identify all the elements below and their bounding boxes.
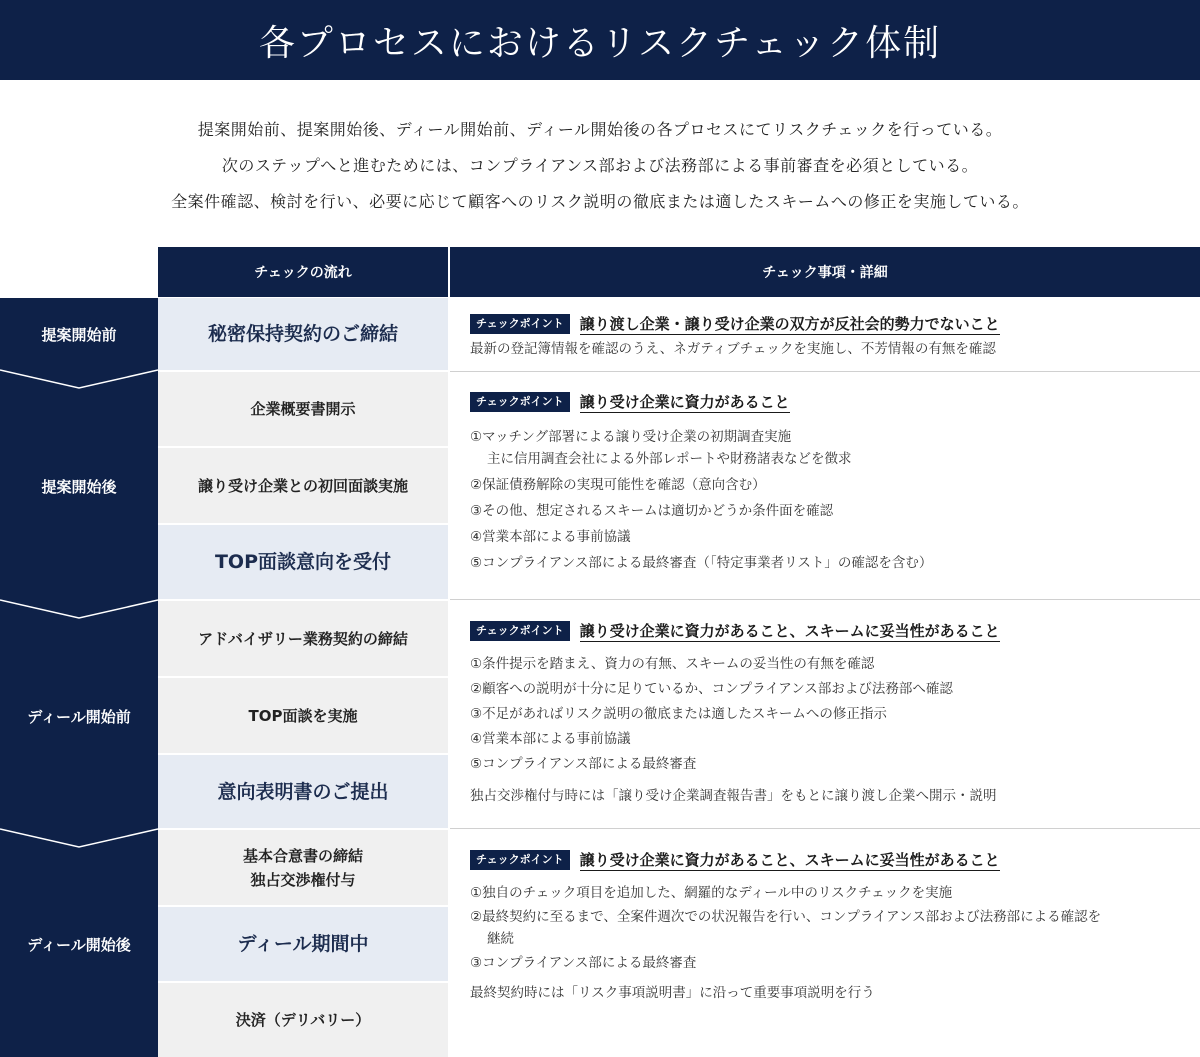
title-bar bbox=[0, 0, 1200, 80]
checkpoint-badge: チェックポイント bbox=[470, 314, 570, 334]
header-check-detail: チェック事項・詳細 bbox=[450, 247, 1200, 297]
detail-section-pre-deal bbox=[450, 600, 1200, 829]
header-check-flow: チェックの流れ bbox=[158, 247, 448, 297]
intro-line: 次のステップへと進むためには、コンプライアンス部および法務部による事前審査を必須としている。 bbox=[221, 156, 979, 175]
flow-step-loi-submission: 意向表明書のご提出 bbox=[158, 755, 448, 828]
flow-step-basic-agreement bbox=[158, 830, 448, 905]
detail-line: ①マッチング部署による譲り受け企業の初期調査実施 bbox=[470, 429, 792, 445]
detail-line: ①独自のチェック項目を追加した、網羅的なディール中のリスクチェックを実施 bbox=[470, 885, 953, 901]
flow-step-nda: 秘密保持契約のご締結 bbox=[158, 298, 448, 370]
stage-label-post-deal: ディール開始後 bbox=[27, 936, 131, 954]
detail-line: ②最終契約に至るまで、全案件週次での状況報告を行い、コンプライアンス部および法務部による確認を bbox=[470, 909, 1102, 925]
detail-section-post-deal bbox=[450, 829, 1200, 1057]
checkpoint-text: 譲り受け企業に資力があること bbox=[579, 392, 790, 411]
detail-line: ④営業本部による事前協議 bbox=[470, 529, 631, 545]
detail-line: ②顧客への説明が十分に足りているか、コンプライアンス部および法務部へ確認 bbox=[470, 681, 953, 697]
checkpoint-text: 譲り受け企業に資力があること、スキームに妥当性があること bbox=[579, 621, 1000, 640]
detail-line: ①条件提示を踏まえ、資力の有無、スキームの妥当性の有無を確認 bbox=[470, 656, 875, 672]
checkpoint-badge: チェックポイント bbox=[470, 392, 570, 412]
stage-column bbox=[0, 298, 158, 1057]
stage-label-pre-deal: ディール開始前 bbox=[27, 707, 131, 726]
checkpoint-badge: チェックポイント bbox=[470, 621, 570, 641]
stage-label-post-proposal: 提案開始後 bbox=[41, 477, 117, 496]
page-title: 各プロセスにおけるリスクチェック体制 bbox=[258, 22, 942, 64]
detail-line: ②保証債務解除の実現可能性を確認（意向含む） bbox=[470, 477, 766, 493]
intro-line: 全案件確認、検討を行い、必要に応じて顧客へのリスク説明の徹底または適したスキームへの修正を実施している。 bbox=[171, 192, 1029, 211]
intro-line: 提案開始前、提案開始後、ディール開始前、ディール開始後の各プロセスにてリスクチェックを行っている。 bbox=[197, 120, 1003, 139]
intro-text bbox=[0, 112, 1200, 220]
detail-line: ③その他、想定されるスキームは適切かどうか条件面を確認 bbox=[470, 503, 834, 519]
flow-step-exclusive-negotiation: 独占交渉権付与 bbox=[250, 870, 356, 889]
flow-step-advisory-contract: アドバイザリー業務契約の締結 bbox=[158, 601, 448, 676]
detail-line: ③不足があればリスク説明の徹底または適したスキームへの修正指示 bbox=[470, 706, 887, 722]
detail-note: 最終契約時には「リスク事項説明書」に沿って重要事項説明を行う bbox=[470, 985, 875, 1001]
flow-step-company-overview: 企業概要書開示 bbox=[158, 372, 448, 446]
checkpoint-text: 譲り渡し企業・譲り受け企業の双方が反社会的勢力でないこと bbox=[579, 314, 1000, 333]
flow-step-first-meeting: 譲り受け企業との初回面談実施 bbox=[158, 448, 448, 523]
detail-line: 最新の登記簿情報を確認のうえ、ネガティブチェックを実施し、不芳情報の有無を確認 bbox=[470, 341, 996, 357]
flow-step-settlement: 決済（デリバリー） bbox=[158, 983, 448, 1057]
checkpoint-badge: チェックポイント bbox=[470, 850, 570, 870]
detail-line: ⑤コンプライアンス部による最終審査（「特定事業者リスト」の確認を含む） bbox=[470, 555, 933, 571]
flow-step-top-meeting: TOP面談を実施 bbox=[158, 678, 448, 753]
detail-line: ⑤コンプライアンス部による最終審査 bbox=[470, 756, 697, 772]
flow-step-basic-agreement-line1: 基本合意書の締結 bbox=[242, 846, 363, 865]
detail-section-pre-proposal bbox=[450, 298, 1200, 372]
flow-step-deal-period: ディール期間中 bbox=[158, 907, 448, 981]
detail-line: ③コンプライアンス部による最終審査 bbox=[470, 955, 697, 971]
detail-line: 継続 bbox=[487, 931, 514, 947]
detail-note: 独占交渉権付与時には「譲り受け企業調査報告書」をもとに譲り渡し企業へ開示・説明 bbox=[470, 788, 997, 804]
detail-line: ④営業本部による事前協議 bbox=[470, 731, 631, 747]
stage-label-pre-proposal: 提案開始前 bbox=[41, 325, 117, 344]
flow-step-top-meeting-intent: TOP面談意向を受付 bbox=[158, 525, 448, 599]
detail-section-post-proposal bbox=[450, 372, 1200, 600]
detail-line: 主に信用調査会社による外部レポートや財務諸表などを徴求 bbox=[487, 451, 852, 467]
checkpoint-text: 譲り受け企業に資力があること、スキームに妥当性があること bbox=[579, 850, 1000, 869]
